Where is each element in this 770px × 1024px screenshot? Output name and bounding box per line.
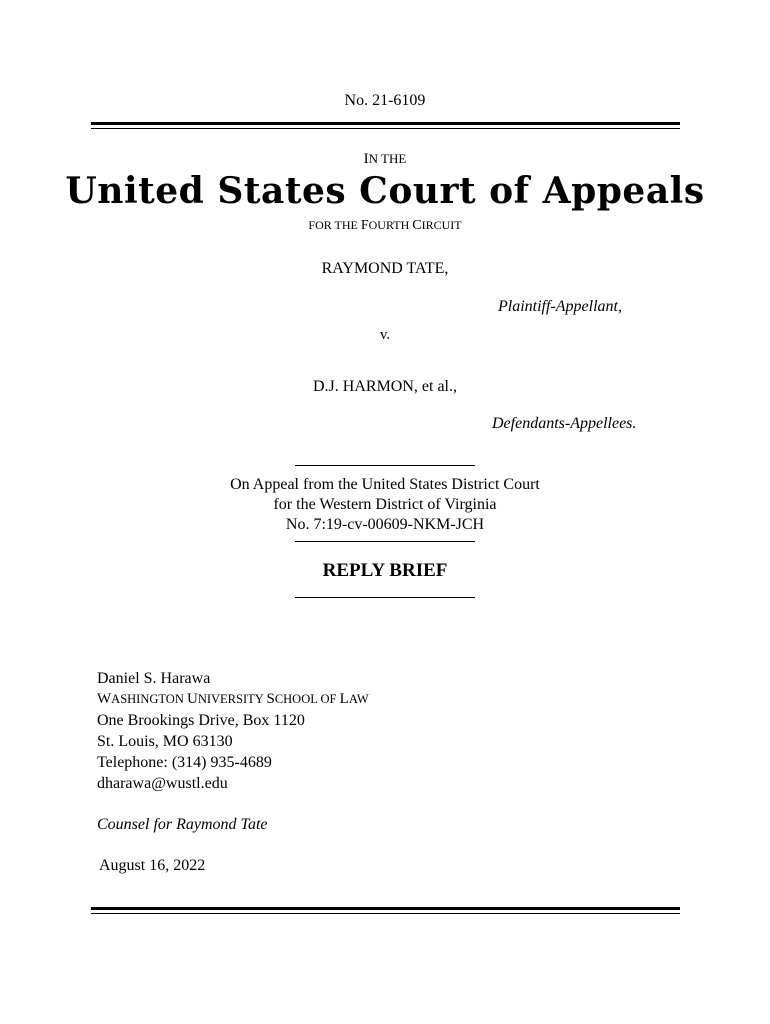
appeal-line-2: for the Western District of Virginia [273, 496, 497, 513]
counsel-address-1: One Brookings Drive, Box 1120 [97, 712, 305, 729]
circuit-ourth: OURTH [368, 218, 413, 232]
in-the-label [0, 151, 770, 168]
court-name: United States Court of Appeals [65, 170, 705, 212]
bottom-double-rule [91, 907, 680, 914]
divider-below-title [295, 597, 475, 598]
appeal-info [0, 475, 770, 535]
brief-title: REPLY BRIEF [322, 560, 448, 581]
counsel-email[interactable]: dharawa@wustl.edu [97, 775, 228, 792]
versus: v. [379, 327, 391, 343]
filing-date: August 16, 2022 [99, 857, 206, 874]
case-number: No. 21-6109 [344, 92, 426, 109]
counsel-telephone: Telephone: (314) 935-4689 [97, 754, 272, 771]
divider-above-appeal [295, 465, 475, 466]
circuit-prefix: FOR THE [308, 218, 361, 232]
counsel-name: Daniel S. Harawa [97, 670, 211, 687]
counsel-block [97, 668, 369, 794]
top-double-rule [91, 122, 680, 129]
counsel-school: WASHINGTON UNIVERSITY SCHOOL OF LAW [97, 691, 369, 707]
appellant-role: Plaintiff-Appellant, [498, 298, 622, 315]
appeal-line-3: No. 7:19-cv-00609-NKM-JCH [285, 516, 485, 533]
circuit-c: C [412, 218, 422, 233]
appeal-line-1: On Appeal from the United States District Court [230, 476, 540, 493]
divider-above-title [295, 541, 475, 542]
counsel-address-2: St. Louis, MO 63130 [97, 733, 233, 750]
appellee-name: D.J. HARMON, et al., [313, 378, 457, 395]
in-the-rest: N THE [368, 151, 407, 166]
in-the-initial: I [363, 151, 369, 167]
appellee-role: Defendants-Appellees. [492, 415, 637, 432]
circuit-ircuit: IRCUIT [421, 218, 462, 232]
counsel-for: Counsel for Raymond Tate [97, 816, 268, 833]
circuit-f: F [360, 218, 369, 233]
circuit-label [0, 218, 770, 234]
appellant-name: RAYMOND TATE, [321, 260, 449, 277]
